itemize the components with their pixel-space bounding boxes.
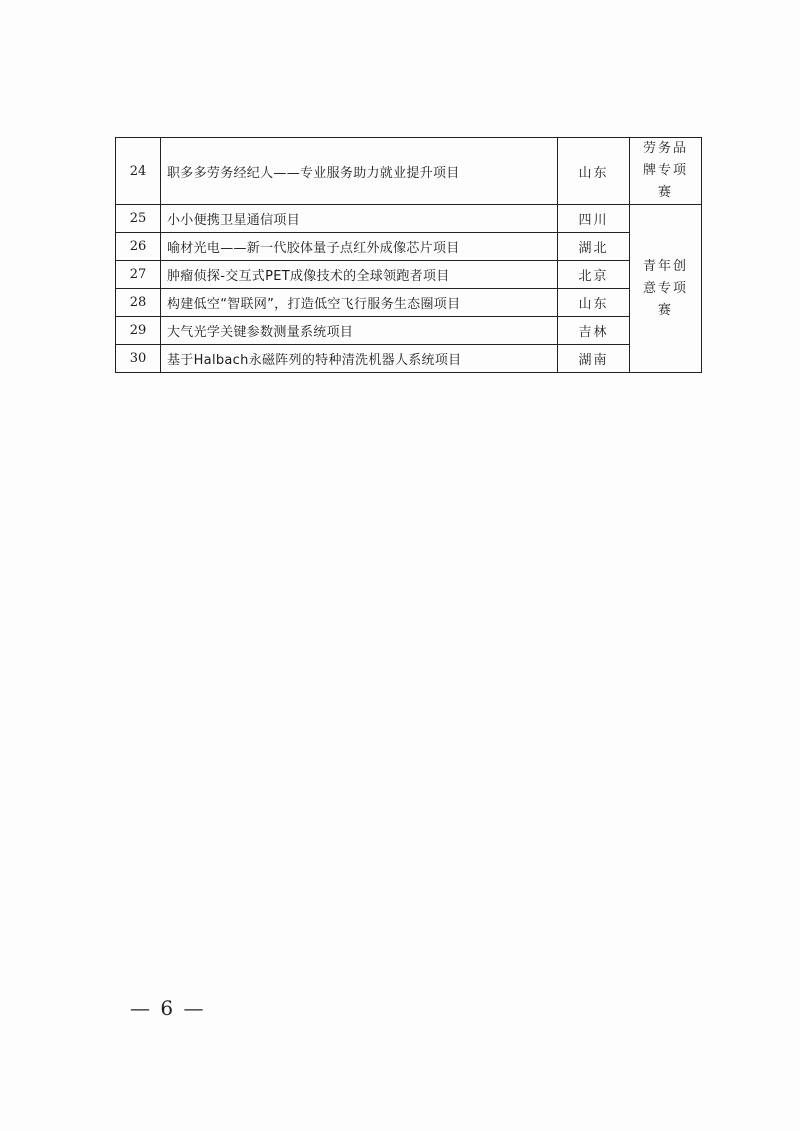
project-name: 职多多劳务经纪人——专业服务助力就业提升项目 [161,138,558,205]
region: 北京 [558,261,630,289]
table-row [116,317,702,345]
region: 吉林 [558,317,630,345]
page-number: — 6 — [130,996,206,1020]
row-number: 30 [116,345,161,373]
project-name: 肿瘤侦探-交互式PET成像技术的全球领跑者项目 [161,261,558,289]
region: 山东 [558,138,630,205]
category-cell: 劳务品牌专项赛 [630,138,702,205]
project-name: 构建低空“智联网”，打造低空飞行服务生态圈项目 [161,289,558,317]
project-name: 小小便携卫星通信项目 [161,205,558,233]
region: 湖北 [558,233,630,261]
table-row [116,345,702,373]
table-row [116,289,702,317]
region: 四川 [558,205,630,233]
category-cell: 青年创意专项赛 [630,205,702,373]
row-number: 26 [116,233,161,261]
region: 湖南 [558,345,630,373]
table-row [116,233,702,261]
project-name: 喻材光电——新一代胶体量子点红外成像芯片项目 [161,233,558,261]
row-number: 24 [116,138,161,205]
project-name: 基于Halbach永磁阵列的特种清洗机器人系统项目 [161,345,558,373]
region: 山东 [558,289,630,317]
project-table [115,137,702,373]
row-number: 29 [116,317,161,345]
table-row [116,205,702,233]
table-row [116,138,702,205]
project-name: 大气光学关键参数测量系统项目 [161,317,558,345]
table-row [116,261,702,289]
row-number: 25 [116,205,161,233]
row-number: 28 [116,289,161,317]
row-number: 27 [116,261,161,289]
